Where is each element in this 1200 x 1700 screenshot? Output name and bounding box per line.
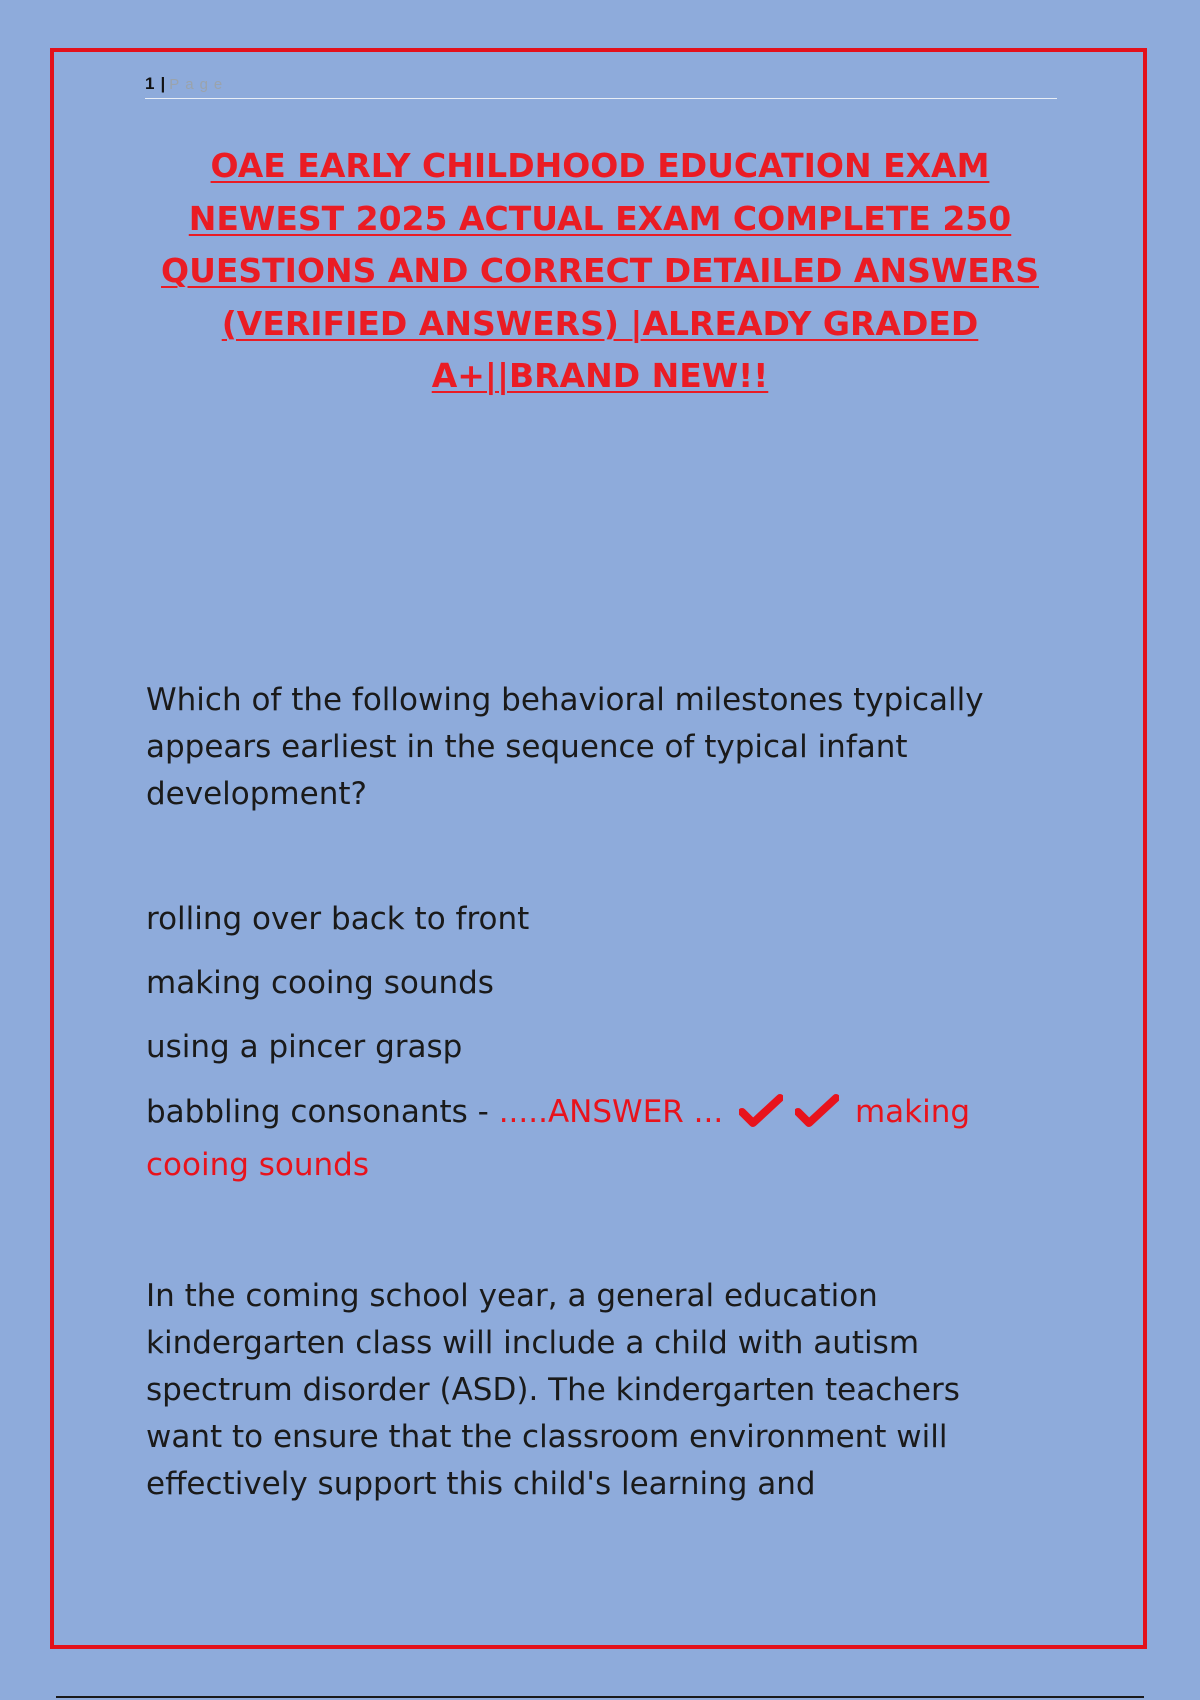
question-line: kindergarten class will include a child with autism [146,1325,920,1361]
question-line: Which of the following behavioral milestones typically [146,682,984,718]
question-1-text [146,677,1076,818]
question-2-text [146,1273,1076,1508]
question-line: want to ensure that the classroom environment will [146,1419,948,1455]
option-item: making cooing sounds [146,965,494,1001]
answer-prefix: .....ANSWER ... [498,1094,724,1130]
page-word: Page [169,76,229,93]
title-line: A+||BRAND NEW!! [431,356,769,395]
option-item: rolling over back to front [146,901,530,937]
title-line: (VERIFIED ANSWERS) |ALREADY GRADED [221,303,979,343]
answer-text: making [854,1094,971,1130]
title-line: NEWEST 2025 ACTUAL EXAM COMPLETE 250 [188,198,1012,238]
title-line: OAE EARLY CHILDHOOD EDUCATION EXAM [210,146,990,185]
checkmark-icon [795,1094,839,1142]
page-header-separator: | [160,74,166,93]
checkmark-icon [739,1094,783,1142]
title-line: QUESTIONS AND CORRECT DETAILED ANSWERS [161,251,1039,290]
page-header [145,70,1057,99]
option-item-with-answer [146,1089,1076,1189]
answer-text-continued: cooing sounds [146,1147,370,1183]
document-title [100,140,1100,403]
question-line: spectrum disorder (ASD). The kindergarten teachers [146,1372,960,1408]
question-line: development? [146,776,367,812]
question-line: In the coming school year, a general education [146,1278,878,1314]
question-1-options [146,897,1076,1189]
bottom-divider [56,1696,1144,1698]
option-item: using a pincer grasp [146,1029,463,1065]
option-text: babbling consonants - [146,1094,499,1130]
page-number: 1 [145,74,157,93]
question-line: appears earliest in the sequence of typical infant [146,729,908,765]
question-line: effectively support this child's learning and [146,1466,816,1502]
